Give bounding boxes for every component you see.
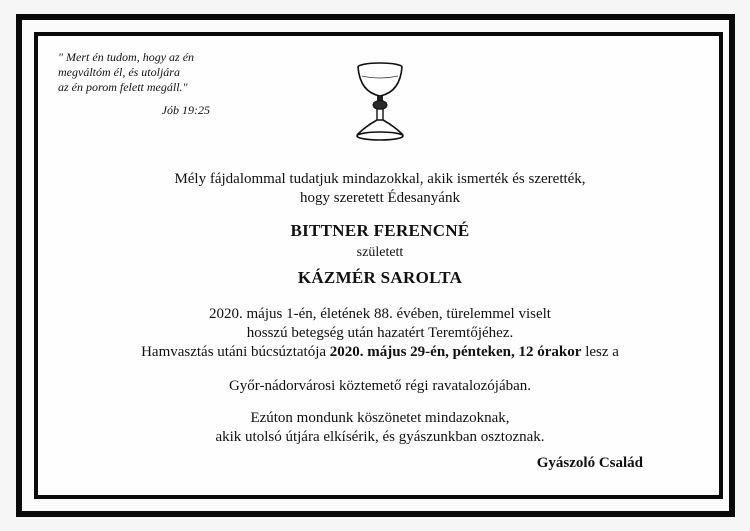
quote-reference: Jób 19:25	[161, 103, 210, 117]
ceremony-prefix: Hamvasztás utáni búcsúztatója	[141, 344, 327, 360]
ceremony-place: Győr-nádorvárosi köztemető régi ravatalozójában.	[228, 378, 532, 394]
ceremony-suffix: lesz a	[585, 344, 619, 360]
maiden-name: KÁZMÉR SAROLTA	[297, 268, 463, 287]
thanks-text	[60, 409, 700, 447]
details-text	[60, 305, 700, 362]
quote-line-1: " Mert én tudom, hogy az én	[58, 50, 195, 64]
quote-line-3: az én porom felett megáll."	[58, 80, 188, 94]
deceased-name: BITTNER FERENCNÉ	[290, 221, 470, 240]
details-line-1: 2020. május 1-én, életének 88. évében, türelemmel viselt	[209, 306, 551, 322]
details-line-2: hosszú betegség után hazatért Teremtőjéhez.	[246, 325, 514, 341]
intro-line-2: hogy szeretett Édesanyánk	[300, 190, 460, 206]
thanks-line-2: akik utolsó útjára elkísérik, és gyászunkban osztoznak.	[215, 429, 545, 445]
signature: Gyászoló Család	[536, 455, 643, 471]
thanks-line-1: Ezúton mondunk köszönetet mindazoknak,	[250, 410, 510, 426]
intro-text	[60, 170, 700, 208]
bible-quote	[58, 50, 228, 118]
born-label: született	[356, 245, 404, 260]
chalice-icon	[348, 58, 412, 142]
ceremony-date: 2020. május 29-én, pénteken, 12 órakor	[329, 344, 582, 360]
quote-line-2: megváltóm él, és utoljára	[58, 65, 180, 79]
intro-line-1: Mély fájdalommal tudatjuk mindazokkal, akik ismerték és szerették,	[174, 171, 586, 187]
ceremony-line	[60, 343, 700, 362]
